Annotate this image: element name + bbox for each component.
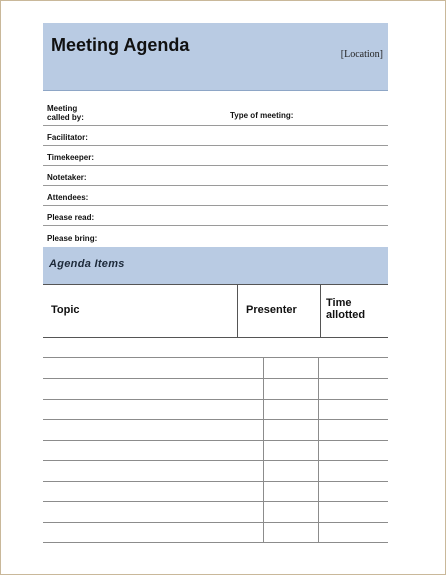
cell-divider: [318, 502, 319, 522]
agenda-row[interactable]: [43, 379, 388, 400]
agenda-row[interactable]: [43, 502, 388, 523]
agenda-items-band: [43, 247, 388, 285]
agenda-row[interactable]: [43, 440, 388, 461]
column-header-topic: [43, 285, 237, 337]
cell-divider: [318, 379, 319, 399]
cell-divider: [318, 440, 319, 460]
cell-divider: [318, 420, 319, 440]
cell-divider: [263, 399, 264, 419]
field-meeting-called-by[interactable]: [43, 91, 388, 126]
cell-divider: [263, 461, 264, 481]
agenda-row[interactable]: [43, 420, 388, 441]
field-notetaker[interactable]: [43, 166, 388, 186]
cell-divider: [318, 358, 319, 378]
field-label-please-bring: Please bring:: [47, 234, 98, 243]
agenda-table-header: [43, 285, 388, 338]
cell-divider: [263, 502, 264, 522]
cell-divider: [318, 399, 319, 419]
agenda-row[interactable]: [43, 522, 388, 543]
field-label-notetaker: Notetaker:: [47, 173, 87, 182]
cell-divider: [318, 522, 319, 542]
field-label-timekeeper: Timekeeper:: [47, 153, 94, 162]
cell-divider: [263, 440, 264, 460]
section-title: Agenda Items: [49, 258, 125, 270]
page-title: Meeting Agenda: [51, 35, 190, 55]
field-label-facilitator: Facilitator:: [47, 133, 88, 142]
field-label-attendees: Attendees:: [47, 193, 89, 202]
field-please-read[interactable]: [43, 206, 388, 226]
agenda-row[interactable]: [43, 358, 388, 379]
cell-divider: [263, 420, 264, 440]
location-placeholder[interactable]: [Location]: [340, 49, 383, 60]
column-header-time-label: Time allotted: [326, 297, 366, 321]
field-please-bring[interactable]: [43, 226, 388, 246]
cell-divider: [263, 379, 264, 399]
cell-divider: [263, 481, 264, 501]
field-facilitator[interactable]: [43, 126, 388, 146]
field-label-please-read: Please read:: [47, 213, 95, 222]
cell-divider: [318, 481, 319, 501]
cell-divider: [318, 461, 319, 481]
title-band: [43, 23, 388, 91]
cell-divider: [263, 522, 264, 542]
agenda-row[interactable]: [43, 399, 388, 420]
agenda-row[interactable]: [43, 481, 388, 502]
agenda-row[interactable]: [43, 461, 388, 482]
column-header-presenter: [238, 285, 320, 337]
field-timekeeper[interactable]: [43, 146, 388, 166]
cell-divider: [263, 358, 264, 378]
field-label-called-by: Meeting called by:: [47, 104, 84, 122]
field-attendees[interactable]: [43, 186, 388, 206]
column-header-presenter-label: Presenter: [246, 304, 297, 316]
column-header-topic-label: Topic: [51, 304, 80, 316]
agenda-spacer-row: [43, 337, 388, 358]
column-header-time: [321, 285, 388, 337]
field-label-type-of-meeting: Type of meeting:: [230, 111, 294, 120]
